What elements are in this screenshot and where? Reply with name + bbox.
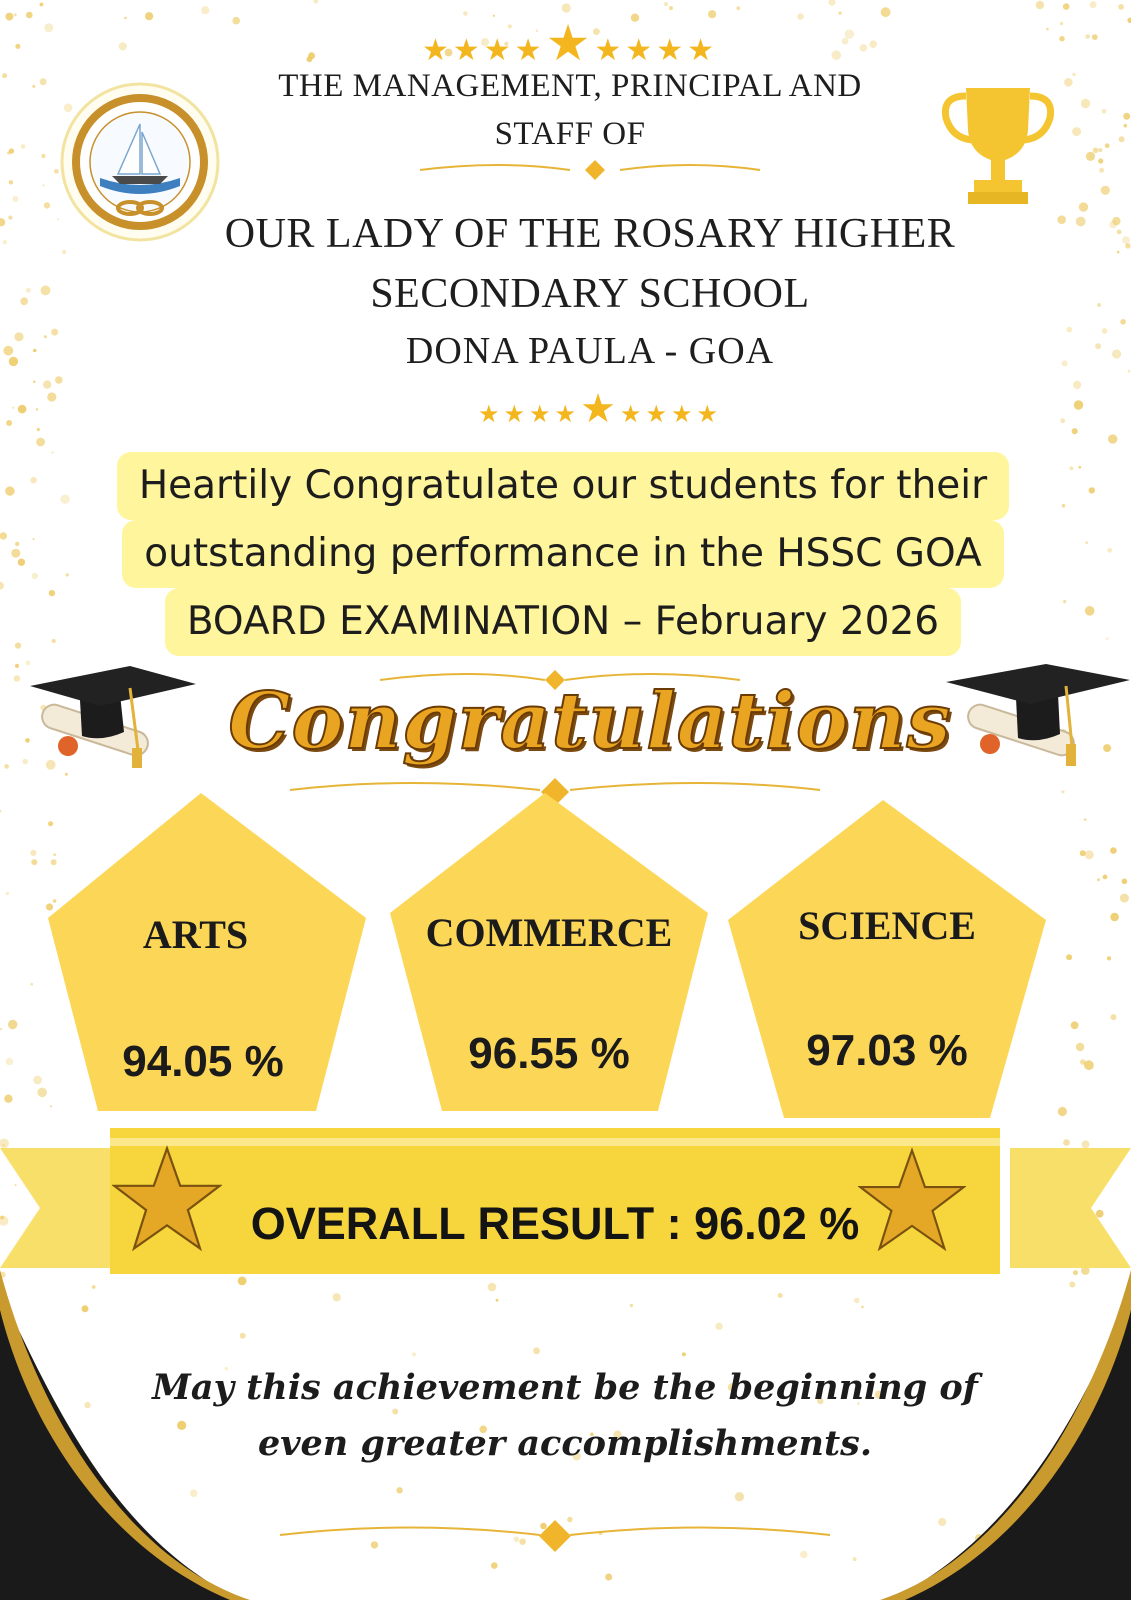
stream-name-arts: ARTS [142,912,249,957]
organizers-line-1: THE MANAGEMENT, PRINCIPAL AND [278,68,862,104]
message-line-3: BOARD EXAMINATION – February 2026 [165,588,961,656]
closing-line-2: even greater accomplishments. [257,1423,873,1464]
star-row-middle: ★★★★★★★★★ [478,387,722,431]
organizers-line-2: STAFF OF [494,116,646,152]
stream-percent-arts: 94.05 % [122,1037,284,1086]
stream-name-science: SCIENCE [798,903,976,948]
star-icon-left [112,1144,222,1259]
stream-percent-science: 97.03 % [806,1026,968,1075]
star-row-top: ★★★★★★★★★ [422,15,718,71]
graduation-cap-icon-left [20,660,200,785]
message-line-1: Heartily Congratulate our students for their [117,452,1009,520]
stream-card-commerce [390,793,708,1111]
school-location: DONA PAULA - GOA [405,330,775,372]
stream-percent-commerce: 96.55 % [468,1029,630,1078]
congratulation-message [74,452,1052,656]
closing-message [100,1360,1030,1472]
stream-card-science [728,800,1046,1118]
stream-name-commerce: COMMERCE [425,910,673,955]
message-line-2: outstanding performance in the HSSC GOA [122,520,1003,588]
organizers-heading [220,62,920,158]
overall-result: OVERALL RESULT : 96.02 % [250,1198,860,1249]
school-name-line-1: OUR LADY OF THE ROSARY HIGHER [224,211,956,257]
school-name [120,204,1060,324]
closing-line-1: May this achievement be the beginning of [152,1367,978,1408]
stream-card-arts [48,793,366,1111]
congratulations-title: Congratulations [228,676,952,767]
school-name-line-2: SECONDARY SCHOOL [370,271,810,317]
trophy-icon [938,84,1058,214]
